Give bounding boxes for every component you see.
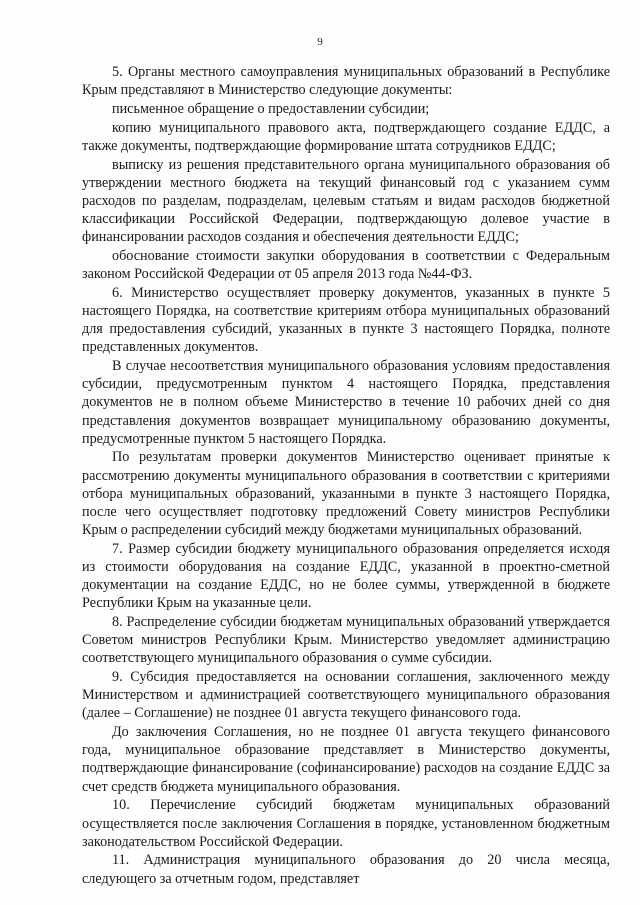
paragraph-6: 6. Министерство осуществляет проверку документов, указанных в пункте 5 настоящего Порядка, на соответствие критериям отбора муниципальных образований для предоставления субсидий, указанных в пункте 3 настоящего Порядка, полноте представленных документов.: [82, 284, 610, 356]
page-number: 9: [317, 36, 323, 48]
paragraph-5-item-cost-justification: обоснование стоимости закупки оборудования в соответствии с Федеральным законом Российской Федерации от 05 апреля 2013 года №44-ФЗ.: [82, 247, 610, 283]
paragraph-8: 8. Распределение субсидии бюджетам муниципальных образований утверждается Советом министров Республики Крым. Министерство уведомляет администрацию соответствующего муниципального образования о сумме субсидии.: [82, 614, 610, 667]
document-body: [82, 63, 610, 888]
paragraph-6-noncompliance: В случае несоответствия муниципального образования условиям предоставления субсидии, предусмотренным пунктом 4 настоящего Порядка, представления документов не в полном объеме Министерство в течение 10 рабочих дней со дня представления документов возвращает муниципальному образованию документы, предусмотренные пунктом 5 настоящего Порядка.: [82, 358, 610, 447]
paragraph-7: 7. Размер субсидии бюджету муниципального образования определяется исходя из стоимости оборудования на создание ЕДДС, указанной в проектно-сметной документации на создание ЕДДС, но не более суммы, утвержденной в бюджете Республики Крым на указанные цели.: [82, 540, 610, 612]
paragraph-11: 11. Администрация муниципального образования до 20 числа месяца, следующего за отчетным годом, представляет: [82, 852, 610, 887]
paragraph-6-evaluation: По результатам проверки документов Министерство оценивает принятые к рассмотрению документы муниципального образования в соответствии с критериями отбора муниципальных образований, указанными в пункте 3 настоящего Порядка, после чего осуществляет подготовку предложений Совету министров Республики Крым о распределении субсидий между бюджетами муниципальных образований.: [82, 449, 610, 539]
paragraph-5: 5. Органы местного самоуправления муниципальных образований в Республике Крым представляют в Министерство следующие документы:: [82, 64, 610, 99]
paragraph-10: 10. Перечисление субсидий бюджетам муниципальных образований осуществляется после заключения Соглашения в порядке, установленном бюджетным законодательством Российской Федерации.: [82, 797, 610, 850]
paragraph-5-item-request: письменное обращение о предоставлении субсидии;: [112, 100, 430, 117]
paragraph-5-item-budget-extract: выписку из решения представительного органа муниципального образования об утверждении местного бюджета на текущий финансовый год с указанием сумм расходов по разделам, подразделам, целевым статьям и видам расходов бюджетной классификации Российской Федерации, подтверждающую долевое участие в финансировании расходов создания и обеспечения деятельности ЕДДС;: [82, 156, 610, 246]
paragraph-9: 9. Субсидия предоставляется на основании соглашения, заключенного между Министерством и администрацией соответствующего муниципального образования (далее – Соглашение) не позднее 01 августа текущего финансового года.: [82, 669, 610, 722]
paragraph-5-item-legal-act: копию муниципального правового акта, подтверждающего создание ЕДДС, а также документы, подтверждающие формирование штата сотрудников ЕДДС;: [82, 119, 610, 154]
paragraph-9-before-agreement: До заключения Соглашения, но не позднее 01 августа текущего финансового года, муниципальное образование представляет в Министерство документы, подтверждающие финансирование (софинансирование) расходов на создание ЕДДС за счет средств бюджета муниципального образования.: [82, 724, 610, 795]
